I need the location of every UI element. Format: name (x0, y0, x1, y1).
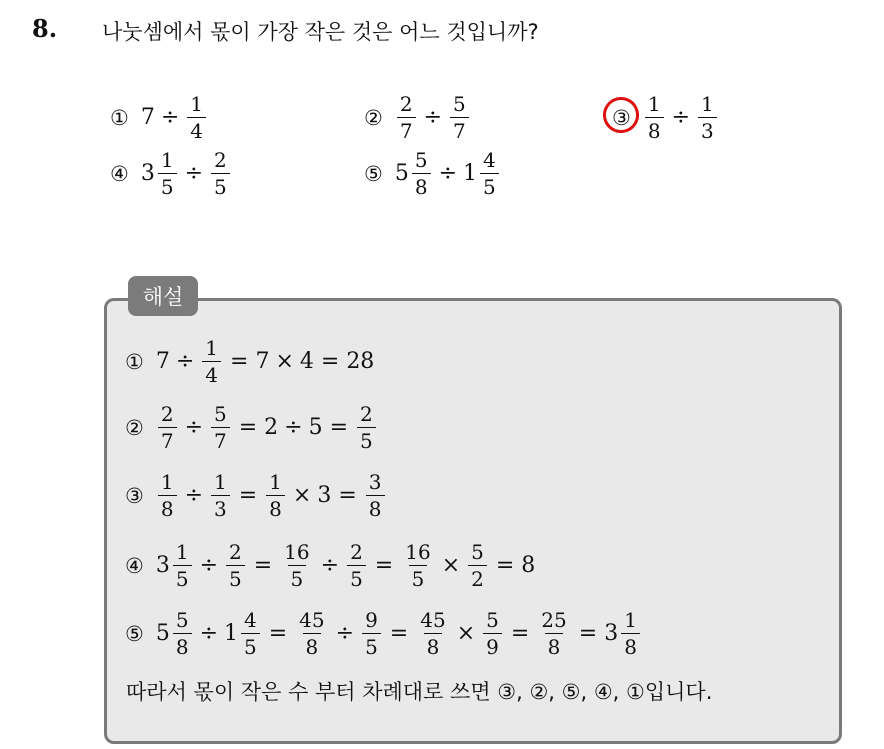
choice-2[interactable] (364, 94, 471, 141)
value: 3 (317, 483, 332, 508)
fraction (468, 542, 487, 589)
denominator: 8 (621, 633, 640, 657)
whole-number: 3 (155, 553, 170, 578)
numerator: 45 (420, 608, 446, 632)
numerator: 4 (483, 148, 496, 172)
numerator: 1 (624, 608, 637, 632)
numerator: 1 (190, 92, 203, 116)
fraction (417, 610, 448, 657)
value: 4 (299, 349, 314, 374)
division-sign: ÷ (199, 621, 218, 646)
denominator: 5 (288, 565, 307, 589)
numerator: 2 (399, 92, 413, 116)
whole-number: 3 (604, 621, 619, 646)
question-number: 8. (32, 14, 58, 43)
denominator: 8 (424, 633, 443, 657)
choice-marker: ⑤ (364, 161, 383, 186)
choice-3[interactable] (612, 94, 719, 141)
times-sign: × (292, 483, 312, 508)
denominator: 5 (226, 565, 245, 589)
numerator: 1 (269, 470, 282, 494)
denominator: 4 (187, 117, 206, 141)
numerator: 2 (160, 402, 174, 426)
denominator: 3 (698, 117, 717, 141)
denominator: 8 (545, 633, 564, 657)
numerator: 5 (214, 402, 227, 426)
numerator: 1 (160, 470, 174, 494)
numerator: 3 (368, 470, 382, 494)
denominator: 7 (397, 117, 416, 141)
denominator: 5 (357, 427, 376, 451)
numerator: 1 (175, 540, 189, 564)
denominator: 5 (409, 565, 428, 589)
fraction (397, 94, 416, 141)
fraction (347, 542, 366, 589)
solution-line-2 (125, 404, 378, 451)
solution-line-4 (125, 542, 535, 589)
whole-number: 1 (463, 161, 477, 186)
line-marker: ⑤ (125, 621, 144, 646)
whole-number: 5 (394, 161, 409, 186)
line-marker: ② (125, 415, 144, 440)
equals-sign: = (510, 621, 530, 646)
division-sign: ÷ (184, 161, 203, 186)
equals-sign: = (230, 349, 249, 374)
choice-5[interactable] (364, 150, 501, 197)
numerator: 5 (471, 540, 484, 564)
numerator: 4 (244, 608, 257, 632)
denominator: 5 (347, 565, 366, 589)
denominator: 7 (211, 427, 230, 451)
line-marker: ④ (125, 553, 144, 578)
choice-marker: ② (364, 105, 383, 130)
denominator: 8 (412, 173, 431, 197)
fraction (187, 94, 206, 141)
result-fraction (366, 472, 385, 519)
value: 7 (155, 349, 170, 374)
division-sign: ÷ (423, 105, 442, 130)
whole-number: 1 (224, 621, 238, 646)
whole-number: 5 (155, 621, 170, 646)
fraction (266, 472, 285, 519)
equals-sign: = (389, 621, 409, 646)
fraction (173, 542, 192, 589)
numerator: 25 (541, 608, 567, 632)
fraction (538, 610, 569, 657)
equals-sign: = (238, 415, 258, 440)
fraction (158, 472, 177, 519)
result: 8 (521, 553, 536, 578)
fraction (412, 150, 431, 197)
division-sign: ÷ (184, 415, 203, 440)
fraction (483, 610, 502, 657)
numerator: 5 (453, 92, 466, 116)
numerator: 2 (350, 540, 363, 564)
times-sign: × (275, 349, 294, 374)
question-text: 나눗셈에서 몫이 가장 작은 것은 어느 것입니까? (102, 20, 539, 44)
division-sign: ÷ (160, 105, 180, 130)
division-sign: ÷ (284, 415, 303, 440)
numerator: 2 (214, 148, 227, 172)
fraction (226, 542, 245, 589)
denominator: 3 (211, 495, 230, 519)
denominator: 8 (158, 495, 177, 519)
times-sign: × (441, 553, 461, 578)
denominator: 8 (645, 117, 664, 141)
fraction (173, 610, 192, 657)
denominator: 7 (450, 117, 469, 141)
fraction (211, 472, 230, 519)
whole-number: 7 (140, 105, 155, 130)
fraction (211, 404, 230, 451)
numerator: 2 (229, 540, 242, 564)
solution-line-5 (125, 610, 642, 657)
fraction (158, 404, 177, 451)
denominator: 5 (158, 173, 177, 197)
choice-marker: ③ (612, 106, 631, 130)
solution-conclusion: 따라서 몫이 작은 수 부터 차례대로 쓰면 ③, ②, ⑤, ④, ①입니다. (126, 680, 713, 704)
fraction (480, 150, 499, 197)
fraction (362, 610, 381, 657)
choice-1[interactable] (110, 94, 208, 141)
denominator: 5 (241, 633, 260, 657)
equals-sign: = (268, 621, 288, 646)
denominator: 7 (158, 427, 177, 451)
result-fraction (357, 404, 376, 451)
line-marker: ③ (125, 483, 144, 508)
denominator: 8 (366, 495, 385, 519)
division-sign: ÷ (184, 483, 203, 508)
fraction (241, 610, 260, 657)
fraction (158, 150, 177, 197)
numerator: 5 (486, 608, 499, 632)
denominator: 5 (480, 173, 499, 197)
division-sign: ÷ (199, 553, 218, 578)
division-sign: ÷ (175, 349, 195, 374)
value: 7 (255, 349, 270, 374)
numerator: 45 (299, 608, 325, 632)
division-sign: ÷ (320, 553, 340, 578)
equals-sign: = (320, 349, 340, 374)
equals-sign: = (329, 415, 349, 440)
value: 2 (264, 415, 279, 440)
equals-sign: = (253, 553, 273, 578)
division-sign: ÷ (671, 105, 690, 130)
solution-tab-label: 해설 (128, 276, 198, 316)
denominator: 8 (303, 633, 322, 657)
equals-sign: = (578, 621, 598, 646)
denominator: 5 (173, 565, 192, 589)
value: 5 (308, 415, 323, 440)
result: 28 (346, 349, 375, 374)
denominator: 8 (266, 495, 285, 519)
fraction (296, 610, 327, 657)
solution-line-3 (125, 472, 387, 519)
fraction (402, 542, 433, 589)
times-sign: × (456, 621, 476, 646)
equals-sign: = (495, 553, 515, 578)
whole-number: 3 (140, 161, 155, 186)
fraction (645, 94, 664, 141)
fraction (281, 542, 312, 589)
choice-4[interactable] (110, 150, 232, 197)
numerator: 16 (284, 540, 310, 564)
fraction (202, 338, 221, 385)
equals-sign: = (338, 483, 357, 508)
division-sign: ÷ (438, 161, 457, 186)
denominator: 9 (483, 633, 502, 657)
numerator: 1 (647, 92, 661, 116)
denominator: 5 (211, 173, 230, 197)
denominator: 5 (362, 633, 381, 657)
result-fraction (621, 610, 640, 657)
choice-marker: ④ (110, 161, 129, 186)
fraction (211, 150, 230, 197)
numerator: 9 (365, 608, 378, 632)
fraction (698, 94, 717, 141)
numerator: 1 (205, 336, 218, 360)
denominator: 2 (468, 565, 487, 589)
numerator: 5 (175, 608, 189, 632)
numerator: 1 (701, 92, 714, 116)
division-sign: ÷ (335, 621, 355, 646)
denominator: 4 (202, 361, 221, 385)
numerator: 2 (360, 402, 373, 426)
solution-line-1 (125, 338, 374, 385)
numerator: 1 (214, 470, 227, 494)
numerator: 16 (405, 540, 431, 564)
denominator: 8 (173, 633, 192, 657)
choice-marker: ① (110, 105, 129, 130)
line-marker: ① (125, 349, 144, 374)
numerator: 5 (414, 148, 428, 172)
equals-sign: = (374, 553, 394, 578)
numerator: 1 (160, 148, 174, 172)
equals-sign: = (238, 483, 258, 508)
fraction (450, 94, 469, 141)
answer-circle-mark (599, 92, 643, 136)
